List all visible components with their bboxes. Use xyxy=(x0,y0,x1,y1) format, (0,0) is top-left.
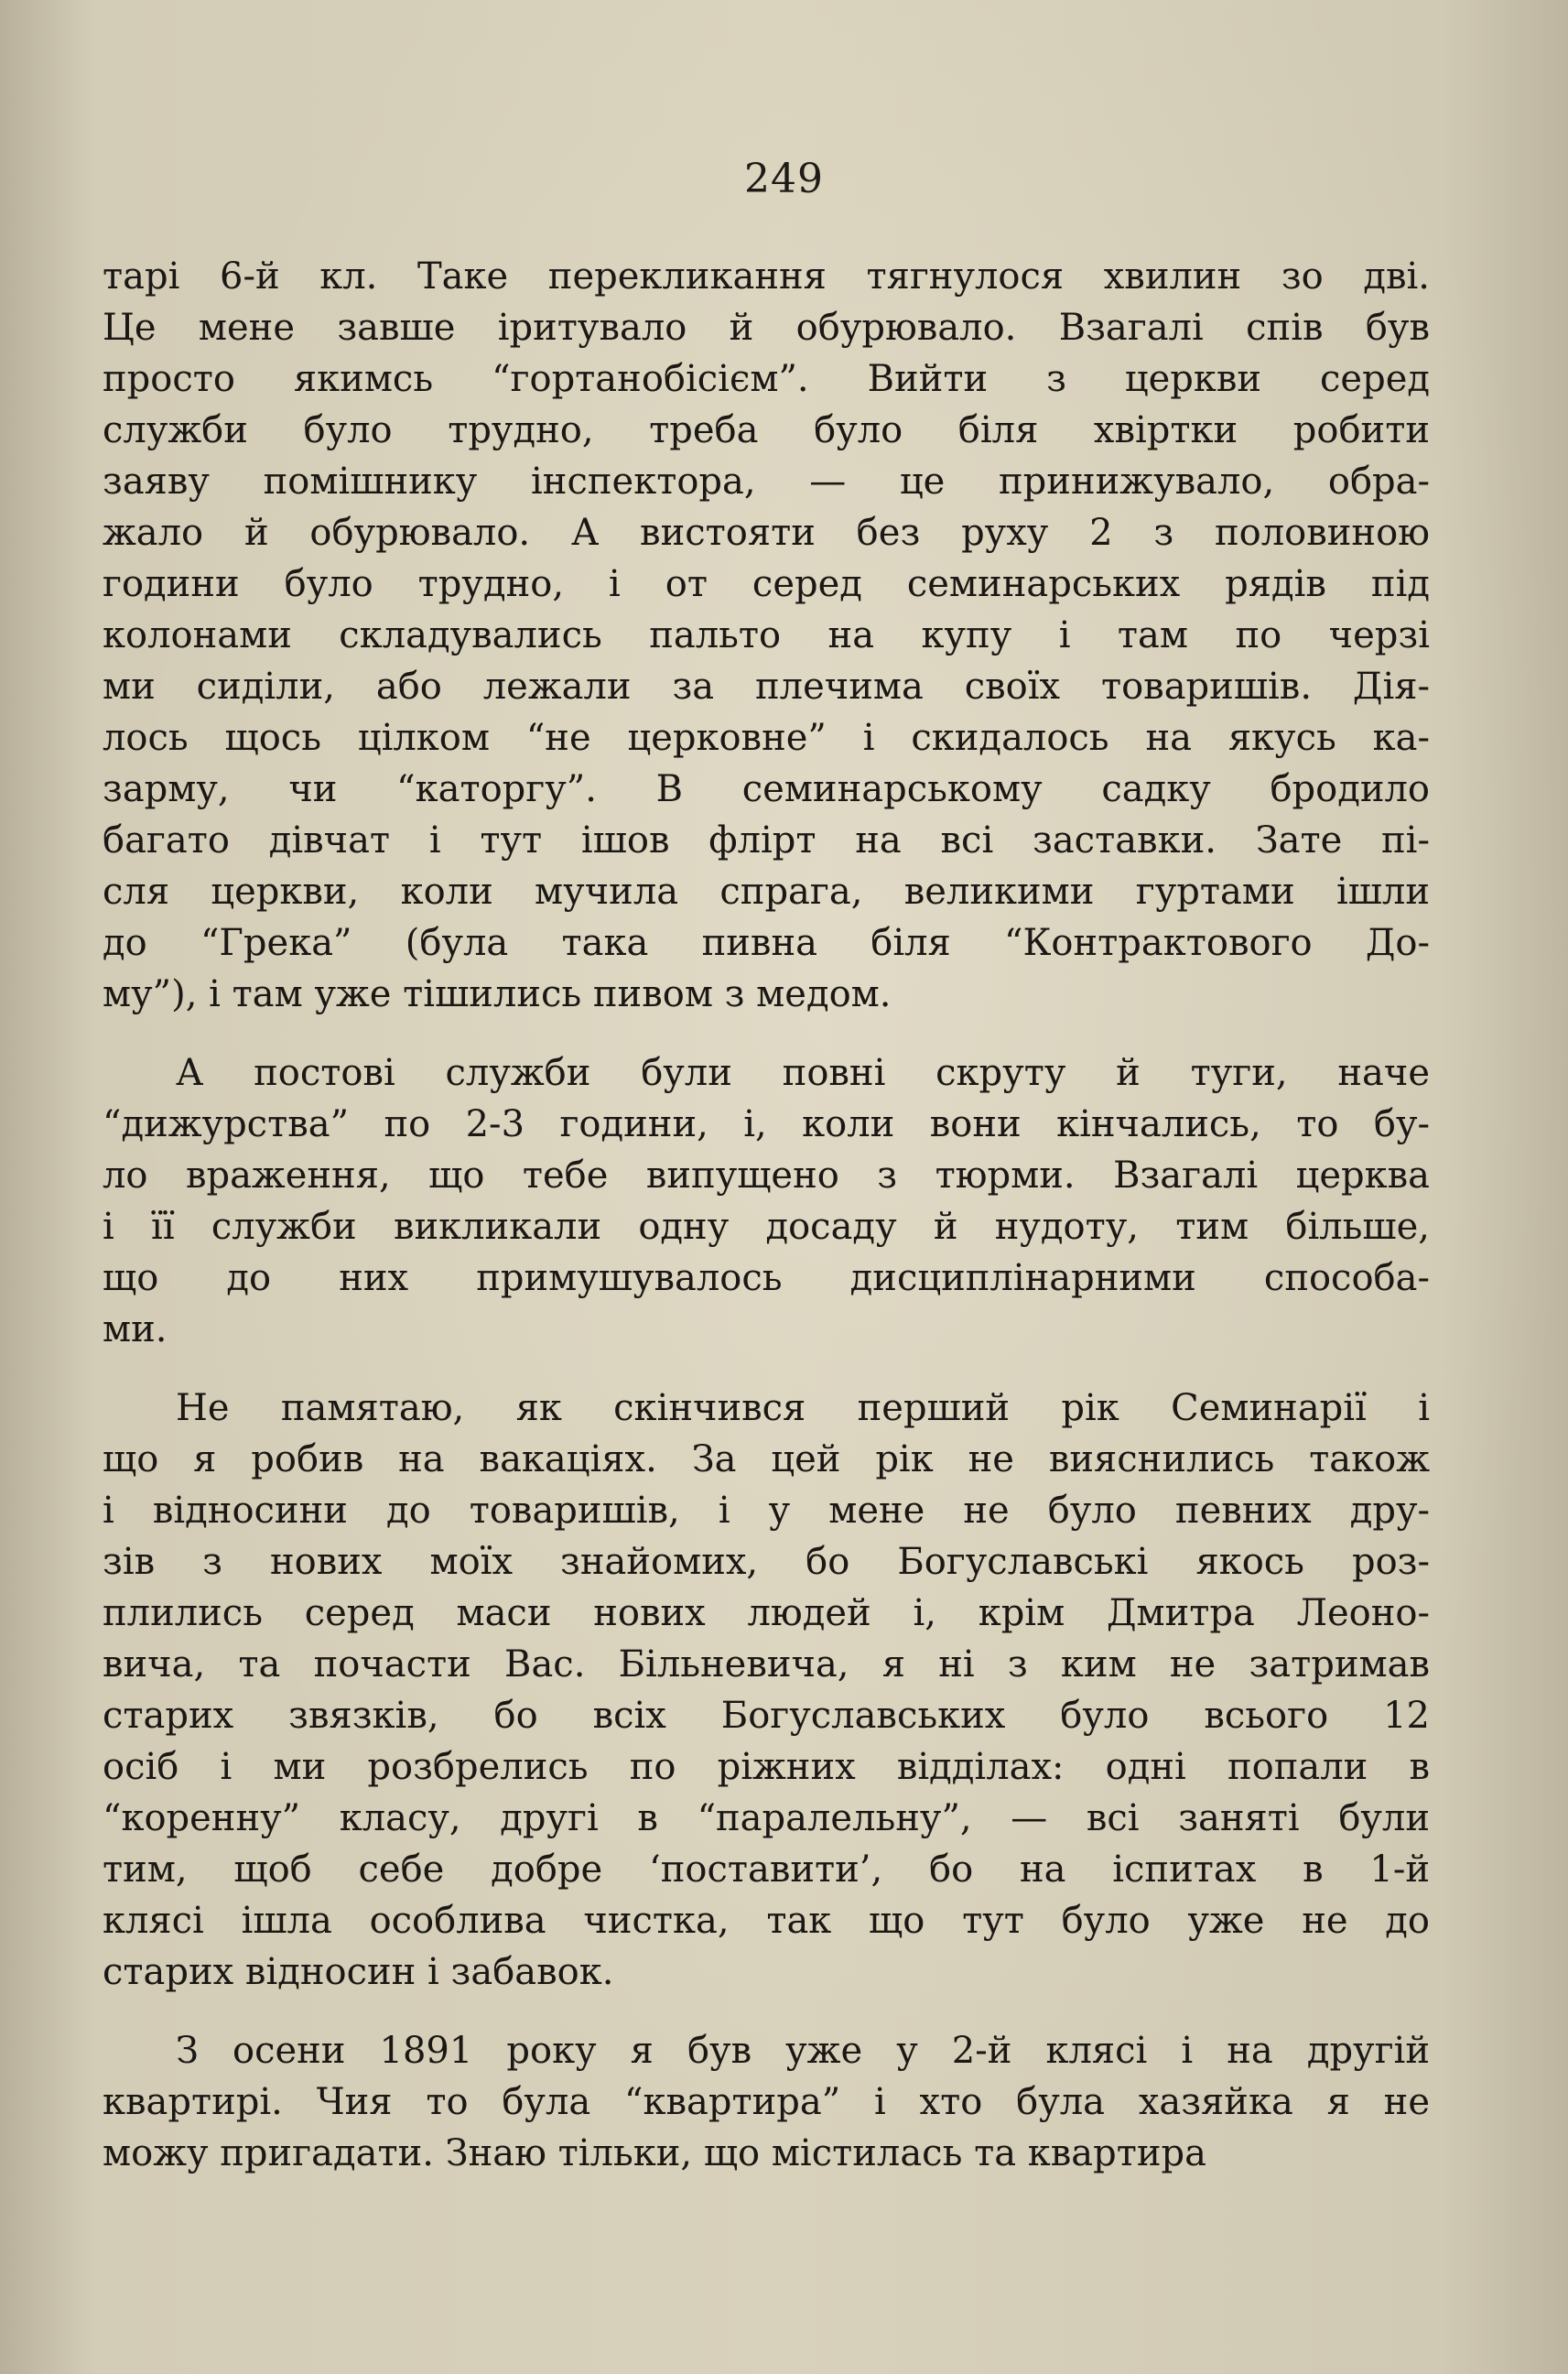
text-line: лось щось цілком “не церковне” і скидалось на якусь ка- xyxy=(103,717,1430,759)
text-line: заяву помішнику інспектора, — це принижувало, обра- xyxy=(103,461,1430,503)
text-line: колонами складувались пальто на купу і там по черзі xyxy=(103,614,1430,656)
text-line: клясі ішла особлива чистка, так що тут було уже не до xyxy=(103,1900,1430,1942)
text-line: А постові служби були повні скруту й туги, наче xyxy=(176,1052,1430,1094)
paragraph xyxy=(103,251,1430,1020)
text-line: служби було трудно, треба було біля хвіртки робити xyxy=(103,409,1430,451)
text-line: квартирі. Чия то була “квартира” і хто була хазяйка я не xyxy=(103,2081,1430,2123)
text-line: “коренну” класу, другі в “паралельну”, — всі заняті були xyxy=(103,1797,1430,1839)
text-line: і її служби викликали одну досаду й нудоту, тим більше, xyxy=(103,1206,1430,1248)
text-line: З осени 1891 року я був уже у 2-й клясі і на другій xyxy=(176,2030,1430,2072)
paragraph xyxy=(103,2025,1430,2179)
text-line: сля церкви, коли мучила спрага, великими гуртами ішли xyxy=(103,871,1430,913)
text-line: ми. xyxy=(103,1308,168,1350)
text-line: багато дівчат і тут ішов флірт на всі заставки. Зате пі- xyxy=(103,819,1430,862)
text-line: години було трудно, і от серед семинарських рядів під xyxy=(103,563,1430,605)
text-line: старих відносин і забавок. xyxy=(103,1951,614,1993)
text-line: тарі 6-й кл. Таке перекликання тягнулося хвилин зо дві. xyxy=(103,255,1430,298)
text-line: можу пригадати. Знаю тільки, що містилась та квартира xyxy=(103,2132,1206,2174)
text-line: осіб і ми розбрелись по ріжних віддiлах: одні попали в xyxy=(103,1746,1430,1788)
text-line: старих звязків, бо всіх Богуславських було всього 12 xyxy=(103,1695,1430,1737)
text-line: Це мене завше іритувало й обурювало. Взагалі спів був xyxy=(103,307,1430,349)
paragraph xyxy=(103,1382,1430,1998)
text-line: “дижурства” по 2-3 години, і, коли вони кінчались, то бу- xyxy=(103,1103,1430,1145)
text-line: зарму, чи “каторгу”. В семинарському садку бродило xyxy=(103,768,1430,810)
text-line: що я робив на вакаціях. За цей рік не вияснились також xyxy=(103,1438,1430,1480)
paragraph xyxy=(103,1047,1430,1355)
text-line: зів з нових моїх знайомих, бо Богуславські якось роз- xyxy=(103,1541,1430,1583)
text-line: і відносини до товаришів, і у мене не було певних дру- xyxy=(103,1490,1430,1532)
text-line: му”), і там уже тішились пивом з медом. xyxy=(103,973,892,1015)
text-line: тим, щоб себе добре ‘поставити’, бо на іспитах в 1-й xyxy=(103,1848,1430,1891)
text-line: Не памятаю, як скінчився перший рік Семинарії і xyxy=(176,1387,1430,1429)
text-line: що до них примушувалось дисциплінарними способа- xyxy=(103,1257,1430,1299)
text-line: ми сиділи, або лежали за плечима своїх товаришів. Дія- xyxy=(103,666,1430,708)
body-text xyxy=(103,251,1430,2206)
text-line: плились серед маси нових людей і, крім Дмитра Леоно- xyxy=(103,1592,1430,1634)
text-line: жало й обурювало. А вистояти без руху 2 з половиною xyxy=(103,512,1430,554)
text-line: вича, та почасти Вас. Більневича, я ні з ким не затримав xyxy=(103,1643,1430,1686)
text-line: просто якимсь “гортанобісієм”. Вийти з церкви серед xyxy=(103,358,1430,400)
text-line: до “Грека” (була така пивна біля “Контрактового До- xyxy=(103,922,1430,964)
text-line: ло враження, що тебе випущено з тюрми. Взагалі церква xyxy=(103,1154,1430,1197)
page-number: 249 xyxy=(744,156,824,202)
